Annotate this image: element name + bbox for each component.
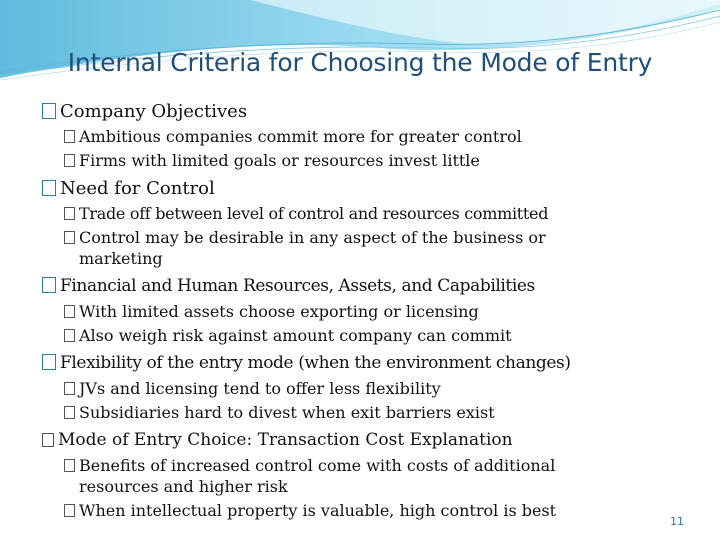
bullet-box-icon	[64, 231, 75, 244]
section-heading-mode-of-entry-choice: Mode of Entry Choice: Transaction Cost Explanation	[42, 429, 682, 452]
bullet-box-icon	[64, 154, 75, 167]
bullet-box-icon	[64, 130, 75, 143]
list-item: Benefits of increased control come with costs of additional resources and higher risk	[42, 455, 682, 497]
bullet-box-icon	[42, 433, 54, 447]
bullet-box-icon	[42, 103, 56, 119]
bullet-box-icon	[42, 180, 56, 196]
bullet-box-icon	[42, 354, 56, 370]
bullet-box-icon	[64, 207, 75, 220]
section-heading-financial-resources: Financial and Human Resources, Assets, and Capabilities	[42, 275, 682, 298]
list-item: With limited assets choose exporting or licensing	[42, 301, 682, 322]
list-item: When intellectual property is valuable, high control is best	[42, 500, 682, 521]
bullet-box-icon	[64, 406, 75, 419]
list-item: Ambitious companies commit more for greater control	[42, 126, 682, 147]
bullet-box-icon	[64, 305, 75, 318]
bullet-box-icon	[64, 382, 75, 395]
section-heading-flexibility: Flexibility of the entry mode (when the environment changes)	[42, 352, 682, 375]
bullet-box-icon	[64, 329, 75, 342]
section-heading-need-for-control: Need for Control	[42, 177, 682, 200]
list-item: JVs and licensing tend to offer less flexibility	[42, 378, 682, 399]
page-number: 11	[670, 515, 684, 528]
bullet-box-icon	[64, 459, 75, 472]
list-item: Subsidiaries hard to divest when exit barriers exist	[42, 402, 682, 423]
bullet-box-icon	[64, 504, 75, 517]
list-item: Also weigh risk against amount company can commit	[42, 325, 682, 346]
list-item: Trade off between level of control and resources committed	[42, 203, 682, 224]
list-item: Firms with limited goals or resources invest little	[42, 150, 682, 171]
slide-title: Internal Criteria for Choosing the Mode of Entry	[67, 48, 653, 77]
bullet-list	[42, 96, 682, 521]
list-item: Control may be desirable in any aspect of the business or marketing	[42, 227, 682, 269]
bullet-box-icon	[42, 277, 56, 293]
section-heading-company-objectives: Company Objectives	[42, 100, 682, 123]
